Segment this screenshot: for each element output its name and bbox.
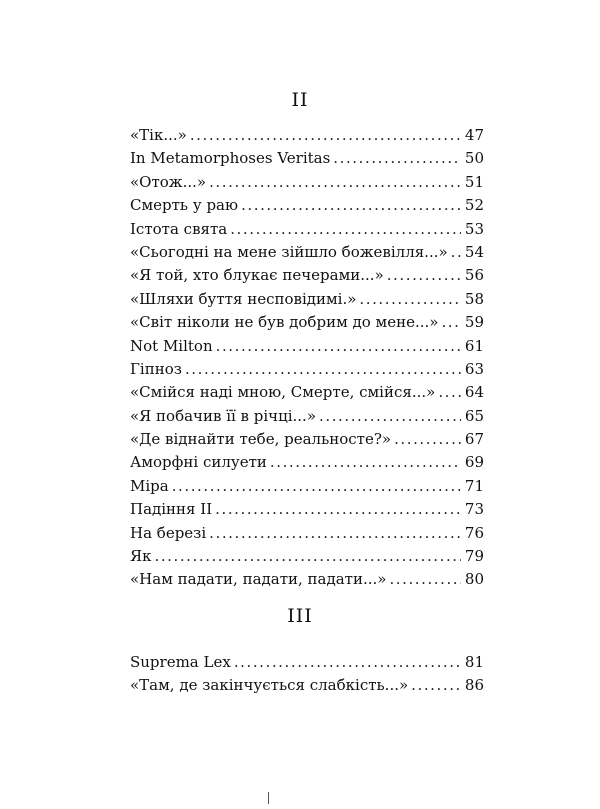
scan-mark bbox=[268, 792, 269, 804]
toc-list-section-ii bbox=[130, 124, 484, 592]
entry-title: Істота свята bbox=[130, 219, 228, 238]
entry-page: 54 bbox=[464, 242, 484, 261]
dot-leader bbox=[411, 674, 461, 697]
dot-leader bbox=[155, 545, 462, 568]
entry-title: На березі bbox=[130, 523, 207, 542]
entry-title: «Сьогодні на мене зійшло божевілля...» bbox=[130, 242, 448, 261]
toc-entry bbox=[130, 405, 484, 428]
dot-leader bbox=[387, 264, 461, 287]
entry-page: 51 bbox=[464, 172, 484, 191]
dot-leader bbox=[215, 498, 461, 521]
entry-page: 73 bbox=[464, 500, 484, 519]
entry-title: Смерть у раю bbox=[130, 196, 239, 215]
dot-leader bbox=[394, 428, 461, 451]
entry-title: In Metamorphoses Veritas bbox=[130, 149, 331, 168]
toc-entry bbox=[130, 171, 484, 194]
entry-page: 50 bbox=[464, 149, 484, 168]
toc-list-section-iii bbox=[130, 651, 484, 698]
entry-page: 67 bbox=[464, 430, 484, 449]
entry-page: 64 bbox=[464, 383, 484, 402]
toc-entry bbox=[130, 568, 484, 591]
dot-leader bbox=[209, 171, 461, 194]
entry-page: 61 bbox=[464, 336, 484, 355]
entry-page: 76 bbox=[464, 523, 484, 542]
toc-entry bbox=[130, 241, 484, 264]
dot-leader bbox=[209, 522, 461, 545]
dot-leader bbox=[230, 218, 461, 241]
toc-entry bbox=[130, 358, 484, 381]
entry-title: «Світ ніколи не був добрим до мене...» bbox=[130, 313, 439, 332]
entry-title: «Отож...» bbox=[130, 172, 207, 191]
toc-entry bbox=[130, 288, 484, 311]
toc-entry bbox=[130, 311, 484, 334]
dot-leader bbox=[172, 475, 461, 498]
entry-title: «Там, де закінчується слабкість...» bbox=[130, 676, 409, 695]
entry-page: 63 bbox=[464, 359, 484, 378]
toc-entry bbox=[130, 475, 484, 498]
toc-entry bbox=[130, 428, 484, 451]
toc-entry bbox=[130, 451, 484, 474]
dot-leader bbox=[359, 288, 461, 311]
entry-page: 58 bbox=[464, 289, 484, 308]
toc-entry bbox=[130, 218, 484, 241]
dot-leader bbox=[270, 451, 461, 474]
entry-page: 52 bbox=[464, 196, 484, 215]
entry-title: «Тік...» bbox=[130, 126, 187, 144]
dot-leader bbox=[438, 381, 461, 404]
dot-leader bbox=[441, 311, 461, 334]
toc-entry bbox=[130, 335, 484, 358]
toc-entry bbox=[130, 522, 484, 545]
entry-page: 56 bbox=[464, 266, 484, 285]
entry-title: Як bbox=[130, 547, 152, 566]
entry-title: Падіння II bbox=[130, 500, 213, 519]
dot-leader bbox=[234, 651, 461, 674]
entry-title: «Я побачив її в річці...» bbox=[130, 406, 317, 425]
entry-title: «Я той, хто блукає печерами...» bbox=[130, 266, 384, 285]
entry-title: Міра bbox=[130, 476, 169, 495]
entry-title: Гіпноз bbox=[130, 359, 182, 378]
entry-title: Suprema Lex bbox=[130, 653, 231, 671]
dot-leader bbox=[389, 568, 461, 591]
entry-page: 47 bbox=[464, 126, 484, 144]
toc-entry bbox=[130, 264, 484, 287]
entry-title: «Шляхи буття несповідимі.» bbox=[130, 289, 357, 308]
entry-page: 53 bbox=[464, 219, 484, 238]
entry-page: 59 bbox=[464, 313, 484, 332]
toc-entry bbox=[130, 381, 484, 404]
dot-leader bbox=[185, 358, 461, 381]
entry-title: «Де віднайти тебе, реальносте?» bbox=[130, 430, 392, 449]
toc-entry bbox=[130, 651, 484, 674]
toc-entry bbox=[130, 674, 484, 697]
section-numeral-ii: II bbox=[291, 89, 309, 111]
dot-leader bbox=[190, 124, 461, 147]
toc-entry bbox=[130, 124, 484, 147]
entry-title: Not Milton bbox=[130, 336, 213, 355]
section-numeral-iii: III bbox=[287, 605, 313, 627]
toc-entry bbox=[130, 545, 484, 568]
entry-page: 79 bbox=[464, 547, 484, 566]
entry-title: «Смійся наді мною, Смерте, смійся...» bbox=[130, 383, 436, 402]
entry-title: «Нам падати, падати, падати...» bbox=[130, 570, 387, 589]
dot-leader bbox=[333, 147, 461, 170]
toc-entry bbox=[130, 194, 484, 217]
entry-page: 71 bbox=[464, 476, 484, 495]
toc-entry bbox=[130, 147, 484, 170]
entry-page: 80 bbox=[464, 570, 484, 589]
dot-leader bbox=[216, 335, 461, 358]
entry-page: 81 bbox=[464, 653, 484, 671]
dot-leader bbox=[319, 405, 461, 428]
entry-page: 86 bbox=[464, 676, 484, 695]
entry-page: 69 bbox=[464, 453, 484, 472]
entry-page: 65 bbox=[464, 406, 484, 425]
dot-leader bbox=[451, 241, 461, 264]
toc-entry bbox=[130, 498, 484, 521]
entry-title: Аморфні силуети bbox=[130, 453, 267, 472]
dot-leader bbox=[241, 194, 461, 217]
